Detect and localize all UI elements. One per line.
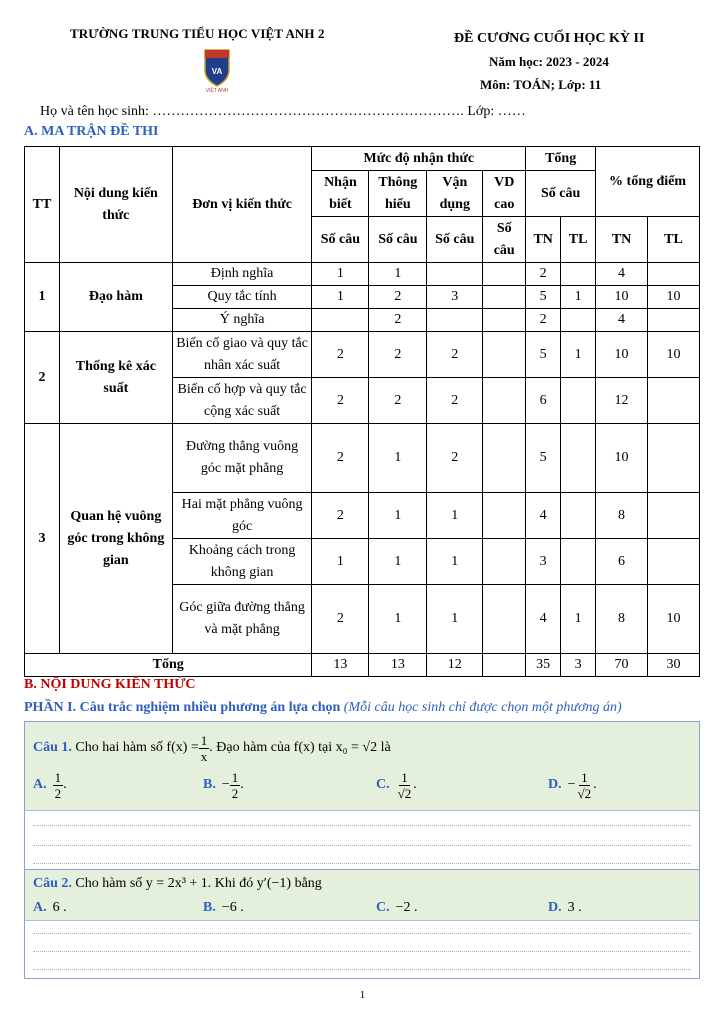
question-1-label: Câu 1. bbox=[33, 740, 72, 755]
question-2-expr2: y′(−1) bbox=[256, 876, 292, 891]
vd-cell: 2 bbox=[427, 332, 483, 378]
tn-cell: 5 bbox=[526, 424, 561, 493]
subject-line: Môn: TOÁN; Lớp: 11 bbox=[480, 77, 602, 92]
vdc-cell bbox=[483, 309, 526, 332]
option-value: 3 . bbox=[567, 900, 582, 915]
table-row bbox=[25, 332, 700, 378]
tn-cell: 5 bbox=[526, 286, 561, 309]
logo-text: VIỆT ANH bbox=[205, 88, 229, 94]
fraction-denominator: √2 bbox=[577, 785, 592, 801]
total-th: 13 bbox=[369, 654, 427, 677]
tn-cell: 6 bbox=[526, 378, 561, 424]
unit-cell: Đường thẳng vuông góc mặt phẳng bbox=[172, 424, 312, 493]
answer-line bbox=[33, 969, 691, 970]
tn-cell: 4 bbox=[526, 493, 561, 539]
tn-cell: 2 bbox=[526, 263, 561, 286]
question-1-fraction bbox=[199, 733, 210, 764]
option-d[interactable]: D. − $\frac{1}{√2}$ . bbox=[548, 769, 597, 801]
vdc-cell bbox=[483, 585, 526, 654]
pct-tl-cell bbox=[648, 539, 700, 585]
header-pct-tn: TN bbox=[596, 217, 648, 263]
option-fraction bbox=[53, 770, 64, 801]
header-tt: TT bbox=[25, 147, 60, 263]
unit-cell: Biến cố hợp và quy tắc cộng xác suất bbox=[172, 378, 312, 424]
unit-cell: Khoảng cách trong không gian bbox=[172, 539, 312, 585]
unit-cell: Biến cố giao và quy tắc nhân xác suất bbox=[172, 332, 312, 378]
pct-tl-cell bbox=[648, 378, 700, 424]
option-fraction bbox=[230, 770, 241, 801]
group-number: 2 bbox=[25, 332, 60, 424]
tl-cell bbox=[561, 263, 596, 286]
question-2-expr: y = 2x³ + 1 bbox=[145, 876, 208, 891]
fraction-denominator: x bbox=[200, 748, 208, 764]
option-value: −2 . bbox=[395, 900, 418, 915]
table-row bbox=[25, 424, 700, 493]
nb-cell: 2 bbox=[312, 332, 369, 378]
pct-tl-cell bbox=[648, 424, 700, 493]
vd-cell: 2 bbox=[427, 424, 483, 493]
unit-cell: Ý nghĩa bbox=[172, 309, 312, 332]
option-letter: B. bbox=[203, 777, 216, 792]
tn-cell: 4 bbox=[526, 585, 561, 654]
group-number: 1 bbox=[25, 263, 60, 332]
vd-cell: 2 bbox=[427, 378, 483, 424]
answer-line bbox=[33, 951, 691, 952]
nb-cell: 1 bbox=[312, 539, 369, 585]
th-cell: 1 bbox=[369, 493, 427, 539]
question-1-fx2: f(x) bbox=[293, 740, 315, 755]
pct-tn-cell: 8 bbox=[596, 585, 648, 654]
header-pct-tl: TL bbox=[648, 217, 700, 263]
total-pct-tl: 30 bbox=[648, 654, 700, 677]
option-d[interactable] bbox=[548, 897, 582, 919]
header-vd: Vận dụng bbox=[427, 171, 483, 217]
tl-cell bbox=[561, 539, 596, 585]
question-1-post: là bbox=[380, 740, 391, 755]
tl-cell bbox=[561, 424, 596, 493]
question-1-mid: . Đạo hàm của bbox=[209, 740, 291, 755]
exam-title: ĐỀ CƯƠNG CUỐI HỌC KỲ II bbox=[454, 31, 645, 46]
total-row bbox=[25, 654, 700, 677]
th-cell: 2 bbox=[369, 309, 427, 332]
nb-cell: 2 bbox=[312, 378, 369, 424]
total-tn: 35 bbox=[526, 654, 561, 677]
tl-cell: 1 bbox=[561, 286, 596, 309]
total-nb: 13 bbox=[312, 654, 369, 677]
question-2-pre: Cho hàm số bbox=[75, 876, 143, 891]
option-letter: A. bbox=[33, 900, 47, 915]
pct-tn-cell: 6 bbox=[596, 539, 648, 585]
pct-tn-cell: 12 bbox=[596, 378, 648, 424]
option-a[interactable]: A. $\frac{1}{2}$ . bbox=[33, 769, 67, 801]
nb-cell: 2 bbox=[312, 493, 369, 539]
question-1-at: tại bbox=[318, 740, 333, 755]
vd-cell bbox=[427, 309, 483, 332]
header-socau-vdc: Số câu bbox=[483, 217, 526, 263]
tn-cell: 3 bbox=[526, 539, 561, 585]
tn-cell: 5 bbox=[526, 332, 561, 378]
nb-cell: 1 bbox=[312, 286, 369, 309]
option-b[interactable]: B. − $\frac{1}{2}$ . bbox=[203, 769, 244, 801]
answer-line bbox=[33, 845, 691, 846]
header-th: Thông hiểu bbox=[369, 171, 427, 217]
option-sign: − bbox=[221, 777, 230, 792]
fraction-numerator: 1 bbox=[200, 732, 208, 748]
header-content: Nội dung kiến thức bbox=[59, 147, 172, 263]
th-cell: 2 bbox=[369, 286, 427, 309]
tl-cell bbox=[561, 309, 596, 332]
th-cell: 2 bbox=[369, 378, 427, 424]
page-header bbox=[0, 0, 725, 100]
group-name: Quan hệ vuông góc trong không gian bbox=[59, 424, 172, 654]
question-1-box bbox=[24, 721, 700, 871]
pct-tl-cell bbox=[648, 493, 700, 539]
pct-tl-cell: 10 bbox=[648, 332, 700, 378]
nb-cell: 2 bbox=[312, 424, 369, 493]
section-b-title: B. NỘI DUNG KIẾN THỨC bbox=[24, 677, 196, 692]
student-info-line: Họ và tên học sinh: …………………………………………………………. Lớp: …… bbox=[40, 104, 526, 119]
pct-tl-cell: 10 bbox=[648, 286, 700, 309]
header-socau-th: Số câu bbox=[369, 217, 427, 263]
header-vdc: VD cao bbox=[483, 171, 526, 217]
header-nb: Nhận biết bbox=[312, 171, 369, 217]
vdc-cell bbox=[483, 493, 526, 539]
group-number: 3 bbox=[25, 424, 60, 654]
pct-tl-cell: 10 bbox=[648, 585, 700, 654]
answer-line bbox=[33, 825, 691, 826]
unit-cell: Quy tắc tính bbox=[172, 286, 312, 309]
question-1-x0: x₀ = √2 bbox=[335, 740, 378, 755]
option-fraction bbox=[576, 770, 594, 801]
question-1-fx: f(x) = bbox=[166, 740, 199, 755]
option-fraction bbox=[396, 770, 414, 801]
option-c[interactable]: C. $\frac{1}{√2}$ . bbox=[376, 769, 417, 801]
tl-cell bbox=[561, 378, 596, 424]
option-letter: D. bbox=[548, 777, 562, 792]
unit-cell: Hai mặt phẳng vuông góc bbox=[172, 493, 312, 539]
question-1-pre: Cho hai hàm số bbox=[75, 740, 163, 755]
option-letter: A. bbox=[33, 777, 47, 792]
option-letter: C. bbox=[376, 777, 390, 792]
vdc-cell bbox=[483, 263, 526, 286]
fraction-numerator: 1 bbox=[231, 769, 239, 785]
option-a[interactable] bbox=[33, 897, 67, 919]
fraction-denominator: 2 bbox=[54, 785, 62, 801]
fraction-numerator: 1 bbox=[54, 769, 62, 785]
vd-cell: 1 bbox=[427, 539, 483, 585]
answer-area-2[interactable] bbox=[25, 920, 699, 978]
vdc-cell bbox=[483, 424, 526, 493]
header-unit: Đơn vị kiến thức bbox=[172, 147, 312, 263]
option-c[interactable] bbox=[376, 897, 418, 919]
option-letter: C. bbox=[376, 900, 390, 915]
answer-area-1[interactable] bbox=[25, 810, 699, 870]
answer-line bbox=[33, 863, 691, 864]
vd-cell: 3 bbox=[427, 286, 483, 309]
unit-cell: Định nghĩa bbox=[172, 263, 312, 286]
part1-title: PHẦN I. Câu trắc nghiệm nhiều phương án lựa chọn bbox=[24, 700, 341, 715]
group-name: Đạo hàm bbox=[59, 263, 172, 332]
vd-cell: 1 bbox=[427, 493, 483, 539]
header-tn: TN bbox=[526, 217, 561, 263]
vdc-cell bbox=[483, 539, 526, 585]
header-level: Mức độ nhận thức bbox=[312, 147, 526, 171]
header-percent: % tổng điểm bbox=[596, 147, 700, 217]
vdc-cell bbox=[483, 332, 526, 378]
th-cell: 2 bbox=[369, 332, 427, 378]
table-row bbox=[25, 263, 700, 286]
answer-line bbox=[33, 933, 691, 934]
vd-cell: 1 bbox=[427, 585, 483, 654]
tl-cell: 1 bbox=[561, 585, 596, 654]
question-1-header bbox=[25, 722, 699, 810]
school-year: Năm học: 2023 - 2024 bbox=[489, 54, 609, 69]
nb-cell: 2 bbox=[312, 585, 369, 654]
option-value: −6 . bbox=[221, 900, 244, 915]
total-label: Tổng bbox=[25, 654, 312, 677]
th-cell: 1 bbox=[369, 263, 427, 286]
question-1-options bbox=[25, 765, 699, 805]
pct-tn-cell: 10 bbox=[596, 286, 648, 309]
pct-tn-cell: 4 bbox=[596, 263, 648, 286]
unit-cell: Góc giữa đường thẳng và mặt phẳng bbox=[172, 585, 312, 654]
nb-cell bbox=[312, 309, 369, 332]
option-letter: D. bbox=[548, 900, 562, 915]
header-total: Tổng bbox=[526, 147, 596, 171]
pct-tn-cell: 4 bbox=[596, 309, 648, 332]
option-sign: − bbox=[567, 777, 576, 792]
th-cell: 1 bbox=[369, 424, 427, 493]
fraction-numerator: 1 bbox=[401, 769, 408, 785]
header-socau: Số câu bbox=[526, 171, 596, 217]
total-pct-tn: 70 bbox=[596, 654, 648, 677]
page-number: 1 bbox=[359, 989, 366, 1001]
th-cell: 1 bbox=[369, 539, 427, 585]
tn-cell: 2 bbox=[526, 309, 561, 332]
question-2-post: bằng bbox=[294, 876, 322, 891]
school-name: TRƯỜNG TRUNG TIỂU HỌC VIỆT ANH 2 bbox=[70, 26, 325, 41]
vd-cell bbox=[427, 263, 483, 286]
vdc-cell bbox=[483, 286, 526, 309]
fraction-denominator: 2 bbox=[231, 785, 239, 801]
question-2-mid: . Khi đó bbox=[207, 876, 254, 891]
option-value: 6 . bbox=[52, 900, 67, 915]
part1-heading bbox=[24, 700, 622, 716]
pct-tn-cell: 10 bbox=[596, 332, 648, 378]
part1-note: (Mỗi câu học sinh chỉ được chọn một phương án) bbox=[343, 700, 622, 715]
option-letter: B. bbox=[203, 900, 216, 915]
svg-text:VA: VA bbox=[211, 67, 223, 76]
total-tl: 3 bbox=[561, 654, 596, 677]
pct-tn-cell: 8 bbox=[596, 493, 648, 539]
total-vdc bbox=[483, 654, 526, 677]
pct-tn-cell: 10 bbox=[596, 424, 648, 493]
group-name: Thống kê xác suất bbox=[59, 332, 172, 424]
fraction-denominator: √2 bbox=[397, 785, 412, 801]
pct-tl-cell bbox=[648, 263, 700, 286]
vdc-cell bbox=[483, 378, 526, 424]
tl-cell: 1 bbox=[561, 332, 596, 378]
total-vd: 12 bbox=[427, 654, 483, 677]
nb-cell: 1 bbox=[312, 263, 369, 286]
section-a-title: A. MA TRẬN ĐỀ THI bbox=[24, 124, 159, 139]
question-2-header bbox=[25, 870, 699, 920]
pct-tl-cell bbox=[648, 309, 700, 332]
option-b[interactable] bbox=[203, 897, 244, 919]
question-2-label: Câu 2. bbox=[33, 876, 72, 891]
exam-matrix-table bbox=[24, 146, 700, 677]
question-2-options bbox=[25, 897, 699, 919]
tl-cell bbox=[561, 493, 596, 539]
header-tl: TL bbox=[561, 217, 596, 263]
header-socau-vd: Số câu bbox=[427, 217, 483, 263]
fraction-numerator: 1 bbox=[581, 769, 588, 785]
header-socau-nb: Số câu bbox=[312, 217, 369, 263]
question-2-box bbox=[24, 869, 700, 979]
th-cell: 1 bbox=[369, 585, 427, 654]
